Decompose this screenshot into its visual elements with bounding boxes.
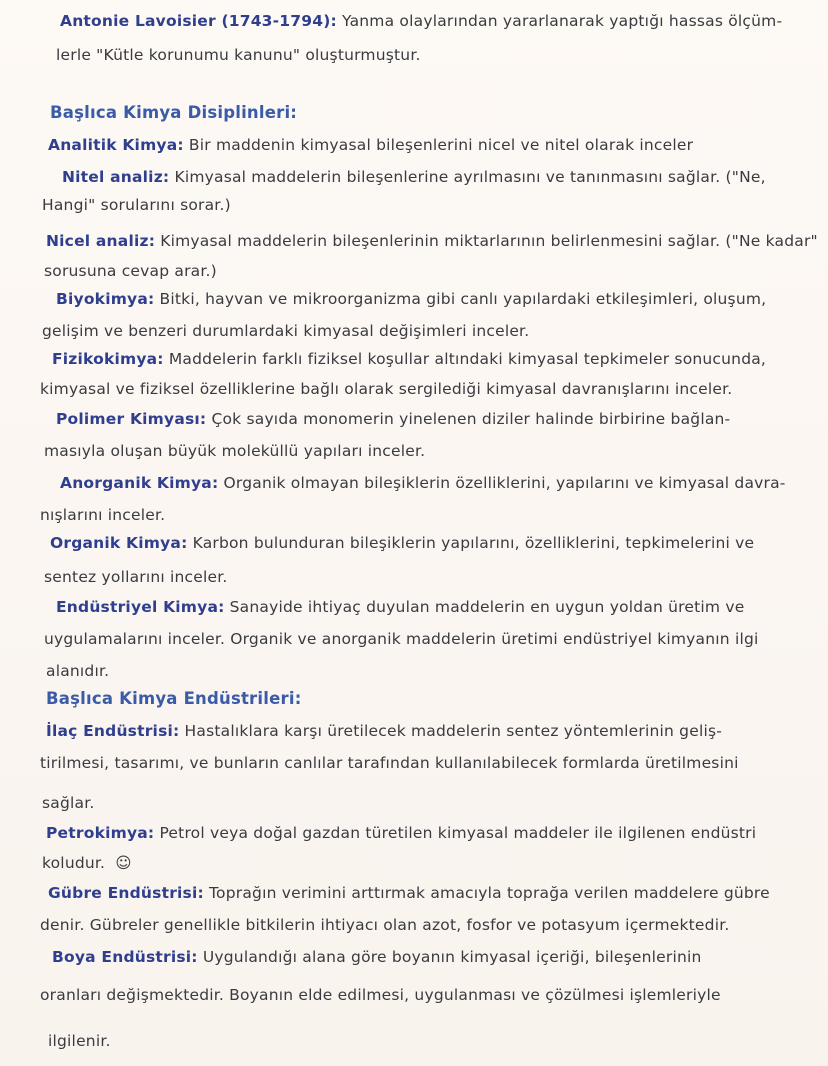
term-title: Polimer Kimyası:: [56, 410, 207, 428]
note-line: [42, 852, 132, 874]
term-title: Nitel analiz:: [62, 168, 170, 186]
note-line: [40, 378, 732, 400]
term-text: Hastalıklara karşı üretilecek maddelerin sentez yöntemlerinin geliş-: [179, 722, 723, 740]
term-text: gelişim ve benzeri durumlardaki kimyasal değişimleri inceler.: [42, 322, 530, 340]
heading-text: Başlıca Kimya Disiplinleri:: [50, 103, 298, 122]
term-text: Bitki, hayvan ve mikroorganizma gibi canlı yapılardaki etkileşimleri, oluşum,: [154, 290, 767, 308]
term-text: alanıdır.: [46, 662, 110, 680]
note-line: [56, 596, 744, 618]
note-line: [56, 408, 730, 430]
term-title: Endüstriyel Kimya:: [56, 598, 225, 616]
note-line: [42, 194, 231, 216]
note-line: [62, 166, 766, 188]
note-line: [50, 532, 754, 554]
term-text: sentez yollarını inceler.: [44, 568, 228, 586]
term-text: koludur.: [42, 854, 106, 872]
note-line: [42, 320, 529, 342]
term-title: Antonie Lavoisier (1743-1794):: [60, 12, 337, 30]
note-line: [60, 10, 782, 32]
term-text: sağlar.: [42, 794, 95, 812]
note-line: [52, 348, 766, 370]
term-title: Fizikokimya:: [52, 350, 164, 368]
note-line: [42, 792, 95, 814]
note-line: [52, 946, 702, 968]
note-line: [56, 288, 766, 310]
section-heading: [50, 102, 297, 124]
note-line: [40, 752, 739, 774]
note-line: [46, 660, 109, 682]
smiley-icon: ☺: [115, 854, 132, 872]
term-text: Uygulandığı alana göre boyanın kimyasal içeriği, bileşenlerinin: [197, 948, 702, 966]
note-line: [40, 984, 721, 1006]
term-text: denir. Gübreler genellikle bitkilerin ihtiyacı olan azot, fosfor ve potasyum içermektedir.: [40, 916, 730, 934]
term-title: Organik Kimya:: [50, 534, 188, 552]
term-text: oranları değişmektedir. Boyanın elde edilmesi, uygulanması ve çözülmesi işlemleriyle: [40, 986, 721, 1004]
term-text: masıyla oluşan büyük moleküllü yapıları inceler.: [44, 442, 426, 460]
term-title: Nicel analiz:: [46, 232, 156, 250]
note-line: [48, 134, 693, 156]
section-heading: [46, 688, 302, 710]
note-line: [60, 472, 786, 494]
term-text: nışlarını inceler.: [40, 506, 166, 524]
term-title: İlaç Endüstrisi:: [46, 722, 180, 740]
term-text: Karbon bulunduran bileşiklerin yapılarını, özelliklerini, tepkimelerini ve: [187, 534, 755, 552]
note-line: [44, 566, 228, 588]
term-text: Petrol veya doğal gazdan türetilen kimyasal maddeler ile ilgilenen endüstri: [154, 824, 757, 842]
term-text: Çok sayıda monomerin yinelenen diziler halinde birbirine bağlan-: [206, 410, 731, 428]
note-line: [40, 504, 165, 526]
note-line: [48, 882, 770, 904]
term-title: Boya Endüstrisi:: [52, 948, 198, 966]
term-text: Kimyasal maddelerin bileşenlerinin miktarlarının belirlenmesini sağlar. ("Ne kadar": [155, 232, 818, 250]
term-text: Maddelerin farklı fiziksel koşullar altındaki kimyasal tepkimeler sonucunda,: [163, 350, 767, 368]
term-text: Sanayide ihtiyaç duyulan maddelerin en uygun yoldan üretim ve: [224, 598, 745, 616]
term-title: Anorganik Kimya:: [60, 474, 219, 492]
term-text: sorusuna cevap arar.): [44, 262, 217, 280]
note-line: [46, 230, 818, 252]
note-line: [44, 260, 217, 282]
note-line: [48, 1030, 111, 1052]
term-text: Hangi" sorularını sorar.): [42, 196, 231, 214]
term-text: Organik olmayan bileşiklerin özelliklerini, yapılarını ve kimyasal davra-: [218, 474, 786, 492]
term-text: ilgilenir.: [48, 1032, 111, 1050]
term-text: uygulamalarını inceler. Organik ve anorganik maddelerin üretimi endüstriyel kimyanın ilgi: [44, 630, 759, 648]
note-line: [44, 440, 425, 462]
note-line: [44, 628, 759, 650]
term-text: Kimyasal maddelerin bileşenlerine ayrılmasını ve tanınmasını sağlar. ("Ne,: [169, 168, 766, 186]
term-text: kimyasal ve fiziksel özelliklerine bağlı olarak sergilediği kimyasal davranışlarını inceler.: [40, 380, 733, 398]
term-text: Yanma olaylarından yararlanarak yaptığı hassas ölçüm-: [336, 12, 783, 30]
note-line: [46, 822, 756, 844]
term-text: tirilmesi, tasarımı, ve bunların canlılar tarafından kullanılabilecek formlarda üretilmesini: [40, 754, 739, 772]
note-line: [40, 914, 730, 936]
term-text: Bir maddenin kimyasal bileşenlerini nicel ve nitel olarak inceler: [183, 136, 694, 154]
term-title: Analitik Kimya:: [48, 136, 184, 154]
note-line: [56, 44, 421, 66]
term-title: Gübre Endüstrisi:: [48, 884, 204, 902]
term-text: lerle "Kütle korunumu kanunu" oluşturmuştur.: [56, 46, 421, 64]
term-text: Toprağın verimini arttırmak amacıyla toprağa verilen maddelere gübre: [203, 884, 770, 902]
heading-text: Başlıca Kimya Endüstrileri:: [46, 689, 302, 708]
term-title: Biyokimya:: [56, 290, 155, 308]
note-line: [46, 720, 722, 742]
term-title: Petrokimya:: [46, 824, 155, 842]
